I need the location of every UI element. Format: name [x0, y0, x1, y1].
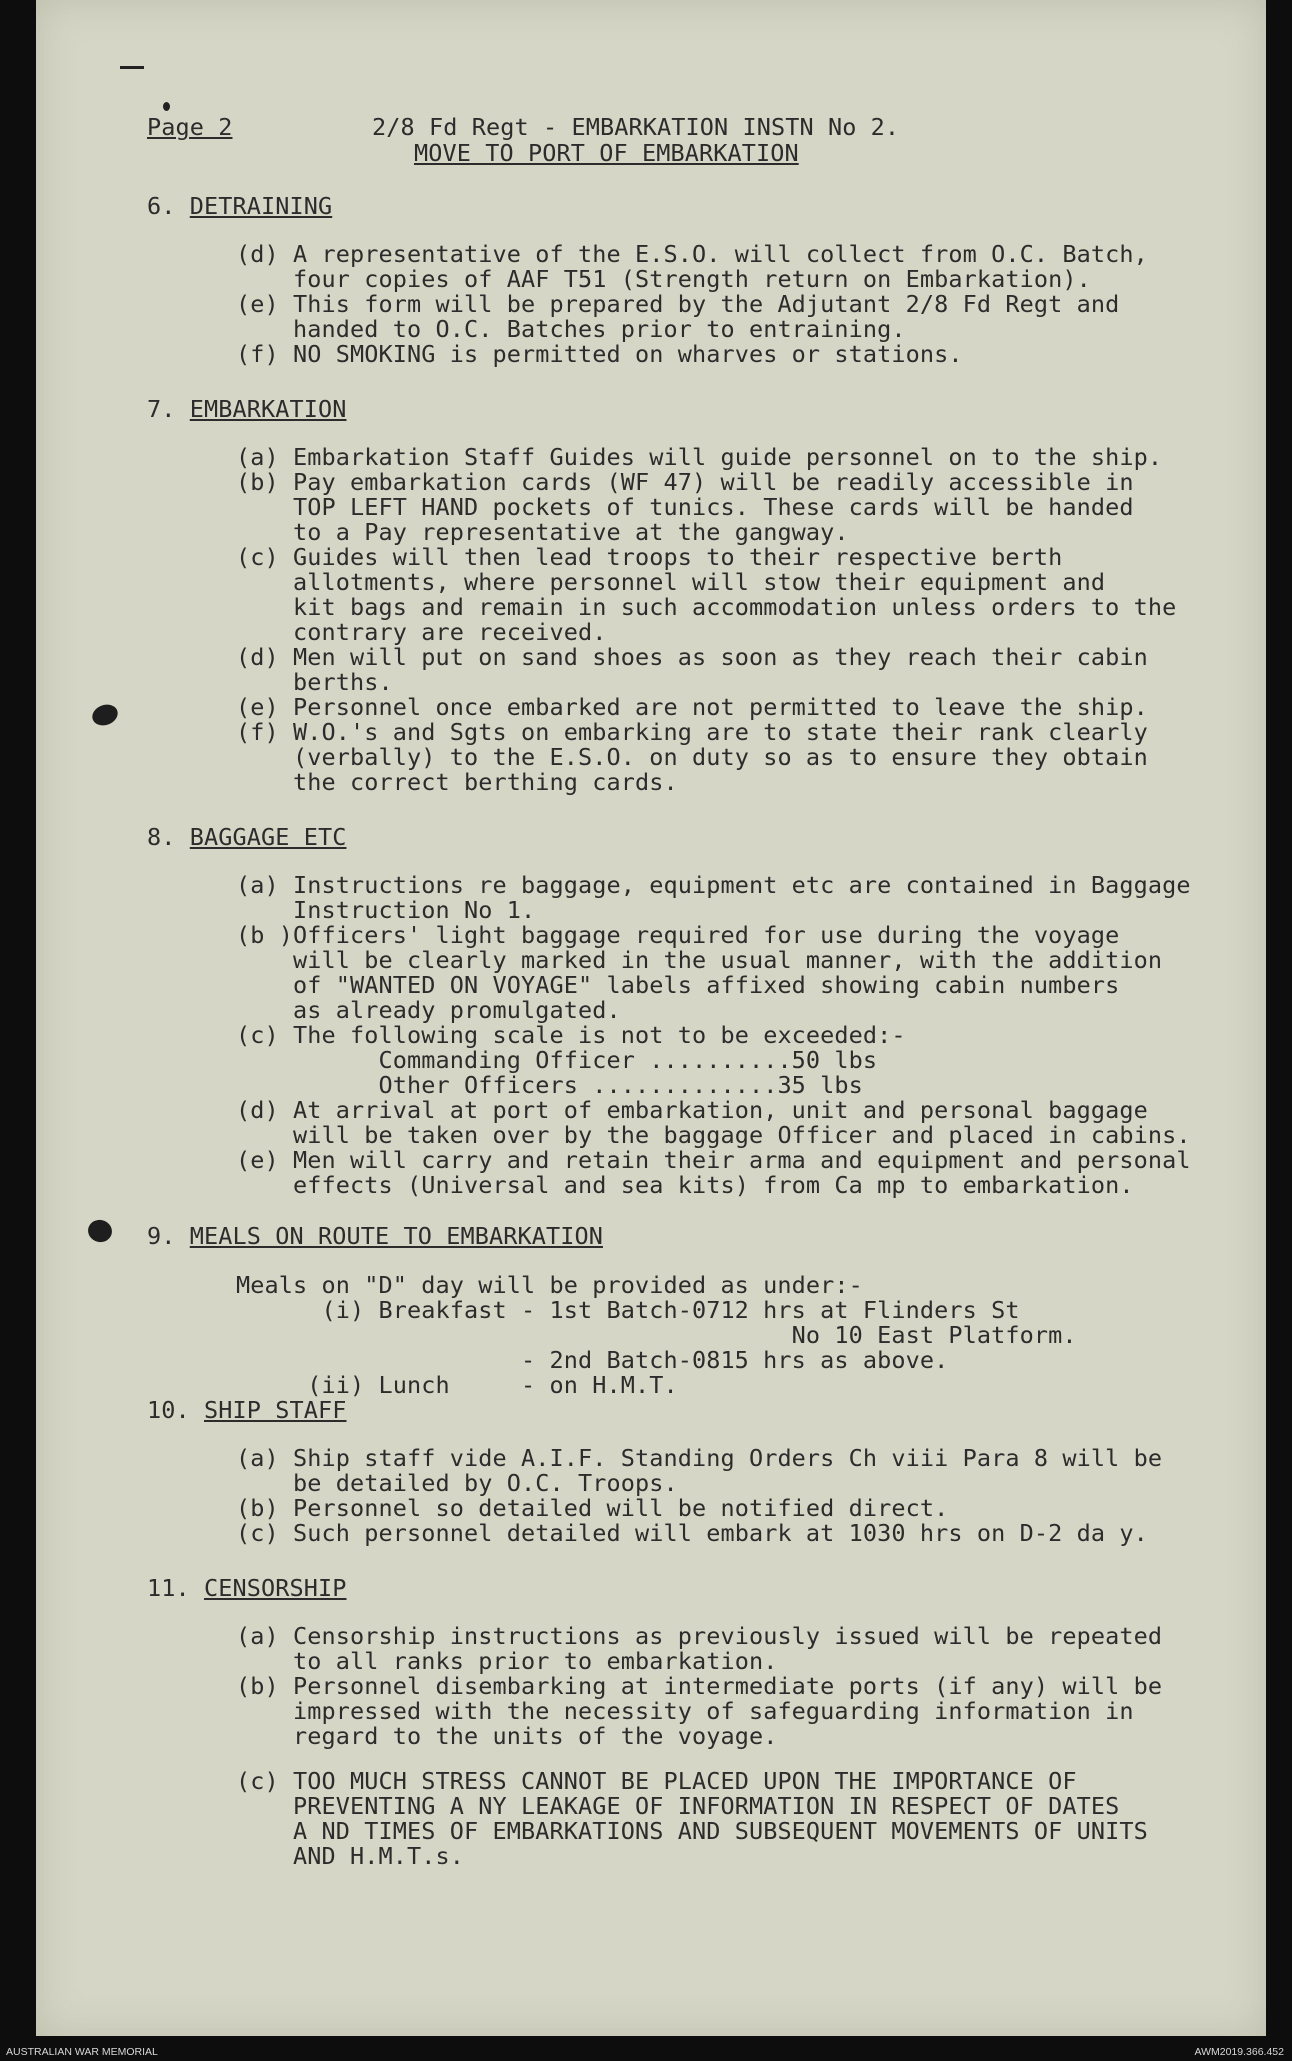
- section-number: 8.: [147, 823, 176, 851]
- section-heading: [147, 1576, 1267, 1601]
- document-body: [147, 108, 1267, 1869]
- item-text: Personnel disembarking at intermediate ports (if any) will be impressed with the necessity of safeguarding information in regard to the units of the voyage.: [293, 1672, 1163, 1750]
- item-label: (f): [236, 718, 279, 746]
- list-item: [236, 470, 1267, 545]
- punch-hole: [89, 701, 120, 729]
- ink-speck: [120, 66, 144, 69]
- list-item: [236, 873, 1267, 923]
- item-label: (c): [236, 1021, 279, 1049]
- item-label: (b ): [236, 921, 293, 949]
- item-text: W.O.'s and Sgts on embarking are to state their rank clearly (verbally) to the E.S.O. on duty so as to ensure they obtain the correct berthing cards.: [293, 718, 1148, 796]
- item-label: (d): [236, 643, 279, 671]
- section-number: 6.: [147, 192, 176, 220]
- item-text: Such personnel detailed will embark at 1030 hrs on D-2 da y.: [293, 1519, 1148, 1547]
- item-label: (a): [236, 1444, 279, 1472]
- footer-credit: AUSTRALIAN WAR MEMORIAL: [6, 2046, 158, 2058]
- list-item: [236, 445, 1267, 470]
- section-heading: [147, 397, 1267, 422]
- document-page: [36, 0, 1266, 2036]
- item-label: (d): [236, 240, 279, 268]
- item-text: This form will be prepared by the Adjutant 2/8 Fd Regt and handed to O.C. Batches prior to entraining.: [293, 290, 1120, 343]
- item-label: (e): [236, 693, 279, 721]
- page-number: Page 2: [147, 113, 233, 141]
- list-item: [236, 545, 1267, 645]
- section-heading: [147, 1224, 1267, 1249]
- footer-accession-number: AWM2019.366.452: [1194, 2046, 1284, 2058]
- document-header: [147, 108, 1267, 167]
- item-text: Officers' light baggage required for use during the voyage will be clearly marked in the usual manner, with the addition of "WANTED ON VOYAGE" labels affixed showing cabin numbers as already promulgated.: [293, 921, 1163, 1024]
- section-heading: [147, 825, 1267, 850]
- item-text: Personnel so detailed will be notified direct.: [293, 1494, 949, 1522]
- list-item: [236, 342, 1267, 367]
- item-text: TOO MUCH STRESS CANNOT BE PLACED UPON THE IMPORTANCE OF PREVENTING A NY LEAKAGE OF INFORMATION IN RESPECT OF DATES A ND TIMES OF EMBARKATIONS AND SUBSEQUENT MOVEMENTS OF UNITS AND H.M.T.s.: [293, 1767, 1148, 1870]
- section-number: 9.: [147, 1222, 176, 1250]
- item-label: (d): [236, 1096, 279, 1124]
- item-label: (a): [236, 871, 279, 899]
- item-label: (c): [236, 1767, 279, 1795]
- item-text: Embarkation Staff Guides will guide personnel on to the ship.: [293, 443, 1163, 471]
- item-label: (c): [236, 543, 279, 571]
- list-item: [236, 1624, 1267, 1674]
- item-text: At arrival at port of embarkation, unit and personal baggage will be taken over by the baggage Officer and placed in cabins.: [293, 1096, 1191, 1149]
- list-item: [236, 645, 1267, 695]
- section-meals: [147, 1224, 1267, 1398]
- list-item: [236, 923, 1267, 1023]
- list-item: [236, 1521, 1267, 1546]
- item-label: (a): [236, 443, 279, 471]
- item-text: Pay embarkation cards (WF 47) will be readily accessible in TOP LEFT HAND pockets of tunics. These cards will be handed to a Pay representative at the gangway.: [293, 468, 1134, 546]
- list-item: [236, 1148, 1267, 1198]
- section-title: EMBARKATION: [189, 395, 347, 423]
- list-item: [236, 1446, 1267, 1496]
- item-text: Instructions re baggage, equipment etc are contained in Baggage Instruction No 1.: [293, 871, 1191, 924]
- section-baggage: [147, 825, 1267, 1198]
- item-text: The following scale is not to be exceeded:- Commanding Officer ..........50 lbs Other Officers .............35 lbs: [293, 1021, 906, 1099]
- item-text: Personnel once embarked are not permitted to leave the ship.: [293, 693, 1148, 721]
- item-label: (a): [236, 1622, 279, 1650]
- list-item: [236, 292, 1267, 342]
- list-item: [236, 242, 1267, 292]
- item-text: NO SMOKING is permitted on wharves or stations.: [293, 340, 963, 368]
- item-text: Ship staff vide A.I.F. Standing Orders Ch viii Para 8 will be be detailed by O.C. Troops.: [293, 1444, 1163, 1497]
- archive-footer: [0, 2046, 1292, 2060]
- section-ship-staff: [147, 1398, 1267, 1546]
- punch-hole: [86, 1217, 115, 1244]
- item-label: (c): [236, 1519, 279, 1547]
- section-number: 10.: [147, 1396, 190, 1424]
- list-item: [236, 1496, 1267, 1521]
- list-item: [236, 1098, 1267, 1148]
- item-label: (b): [236, 1494, 279, 1522]
- section-number: 11.: [147, 1574, 190, 1602]
- item-label: (e): [236, 290, 279, 318]
- section-title: DETRAINING: [189, 192, 333, 220]
- item-label: (e): [236, 1146, 279, 1174]
- section-title: SHIP STAFF: [204, 1396, 347, 1424]
- item-text: A representative of the E.S.O. will collect from O.C. Batch, four copies of AAF T51 (Strength return on Embarkation).: [293, 240, 1148, 293]
- section-embarkation: [147, 397, 1267, 795]
- section-detraining: [147, 194, 1267, 367]
- item-text: Guides will then lead troops to their respective berth allotments, where personnel will stow their equipment and kit bags and remain in such accommodation unless orders to the contrary are received.: [293, 543, 1177, 646]
- section-number: 7.: [147, 395, 176, 423]
- item-label: (f): [236, 340, 279, 368]
- item-text: Men will put on sand shoes as soon as they reach their cabin berths.: [293, 643, 1148, 696]
- list-item: [236, 695, 1267, 720]
- list-item: [236, 1023, 1267, 1098]
- section-title: MEALS ON ROUTE TO EMBARKATION: [189, 1222, 603, 1250]
- meals-schedule: Meals on "D" day will be provided as under:- (i) Breakfast - 1st Batch-0712 hrs at Flinders St No 10 East Platform. - 2nd Batch-0815 hrs as above. (ii) Lunch - on H.M.T.: [236, 1271, 1077, 1399]
- item-text: Men will carry and retain their arma and equipment and personal effects (Universal and sea kits) from Ca mp to embarkation.: [293, 1146, 1191, 1199]
- document-title: 2/8 Fd Regt - EMBARKATION INSTN No 2.: [372, 113, 900, 141]
- section-title: BAGGAGE ETC: [189, 823, 347, 851]
- item-text: Censorship instructions as previously issued will be repeated to all ranks prior to embarkation.: [293, 1622, 1163, 1675]
- list-item: [236, 1769, 1267, 1869]
- list-item: [236, 1674, 1267, 1749]
- item-label: (b): [236, 468, 279, 496]
- section-heading: [147, 1398, 1267, 1423]
- document-subtitle: MOVE TO PORT OF EMBARKATION: [414, 139, 799, 167]
- list-item: [236, 720, 1267, 795]
- section-censorship: [147, 1576, 1267, 1869]
- section-heading: [147, 194, 1267, 219]
- item-label: (b): [236, 1672, 279, 1700]
- section-title: CENSORSHIP: [204, 1574, 347, 1602]
